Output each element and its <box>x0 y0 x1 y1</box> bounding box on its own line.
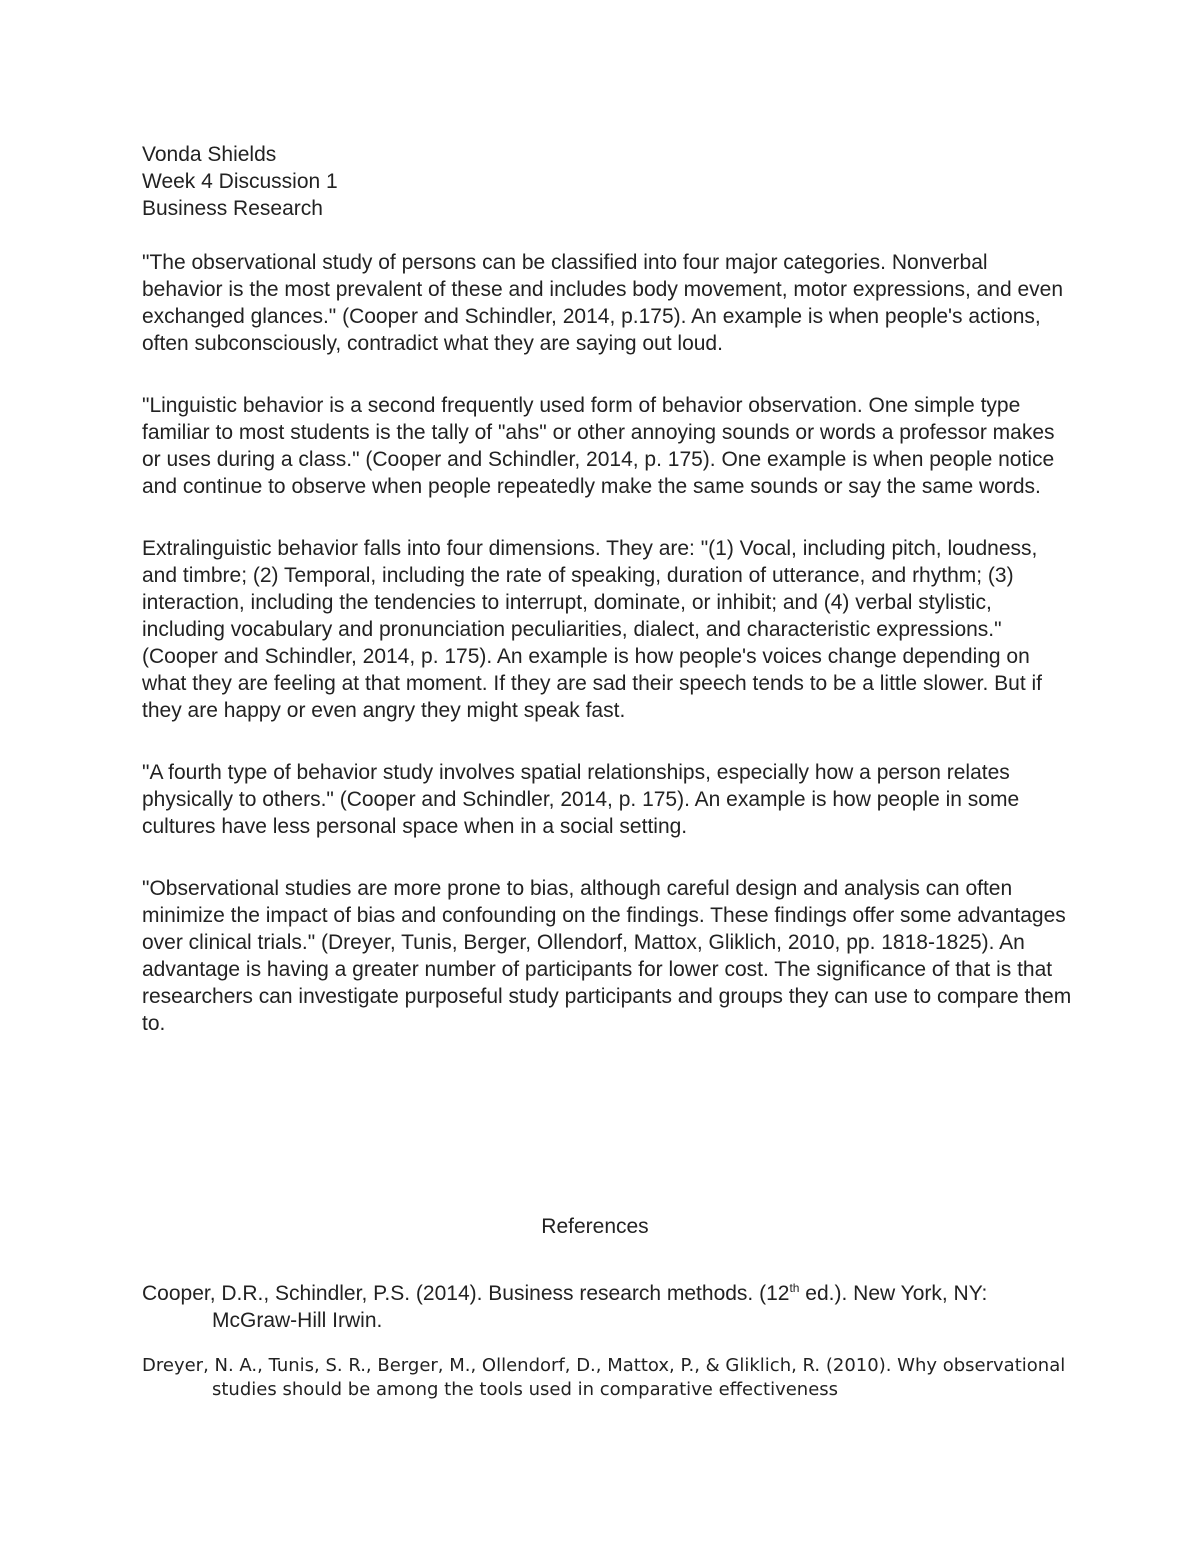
paragraph-nonverbal-behavior: "The observational study of persons can be classified into four major categories. Nonverbal behavior is the most prevalent of these and includes body movement, motor expressions, and even exchanged glances." (Cooper and Schindler, 2014, p.175). An example is when people's actions, often subconsciously, contradict what they are saying out loud. <box>142 251 1064 355</box>
reference-list <box>142 1280 1072 1422</box>
reference-cooper <box>142 1280 1072 1334</box>
reference-cooper-text-end: ed.). New York, NY: McGraw-Hill Irwin. <box>212 1282 988 1332</box>
paragraph-spatial-relationships: "A fourth type of behavior study involves spatial relationships, especially how a person relates physically to others." (Cooper and Schindler, 2014, p. 175). An example is how people in some cultures have less personal space when in a social setting. <box>142 761 1020 838</box>
paragraph-linguistic-behavior: "Linguistic behavior is a second frequently used form of behavior observation. One simple type familiar to most students is the tally of "ahs" or other annoying sounds or words a professor makes or uses during a class." (Cooper and Schindler, 2014, p. 175). One example is when people notice and continue to observe when people repeatedly make the same sounds or say the same words. <box>142 394 1055 498</box>
reference-dreyer: Dreyer, N. A., Tunis, S. R., Berger, M., Ollendorf, D., Mattox, P., & Gliklich, R. (2010). Why observational studies should be among the tools used in comparative effectiveness <box>142 1355 1066 1400</box>
references-heading: References <box>541 1215 649 1238</box>
reference-cooper-text: Cooper, D.R., Schindler, P.S. (2014). Business research methods. (12 <box>142 1282 790 1305</box>
assignment-title: Week 4 Discussion 1 <box>142 170 338 193</box>
course-name: Business Research <box>142 197 323 220</box>
document-header <box>142 141 1072 222</box>
paragraph-extralinguistic-behavior: Extralinguistic behavior falls into four dimensions. They are: "(1) Vocal, including pitch, loudness, and timbre; (2) Temporal, including the rate of speaking, duration of utterance, and rhythm; (3) interaction, including the tendencies to interrupt, dominate, or inhibit; and (4) verbal stylistic, including vocabulary and pronunciation peculiarities, dialect, and characteristic expressions." (Cooper and Schindler, 2014, p. 175). An example is how people's voices change depending on what they are feeling at that moment. If they are sad their speech tends to be a little slower. But if they are happy or even angry they might speak fast. <box>142 537 1042 722</box>
author-name: Vonda Shields <box>142 143 277 166</box>
document-body <box>142 141 1072 1400</box>
paragraph-observational-studies: "Observational studies are more prone to bias, although careful design and analysis can often minimize the impact of bias and confounding on the findings. These findings offer some advantages over clinical trials." (Dreyer, Tunis, Berger, Ollendorf, Mattox, Gliklich, 2010, pp. 1818-1825). An advantage is having a greater number of participants for lower cost. The significance of that is that researchers can investigate purposeful study participants and groups they can use to compare them to. <box>142 877 1072 1035</box>
reference-cooper-superscript: th <box>789 1281 800 1295</box>
